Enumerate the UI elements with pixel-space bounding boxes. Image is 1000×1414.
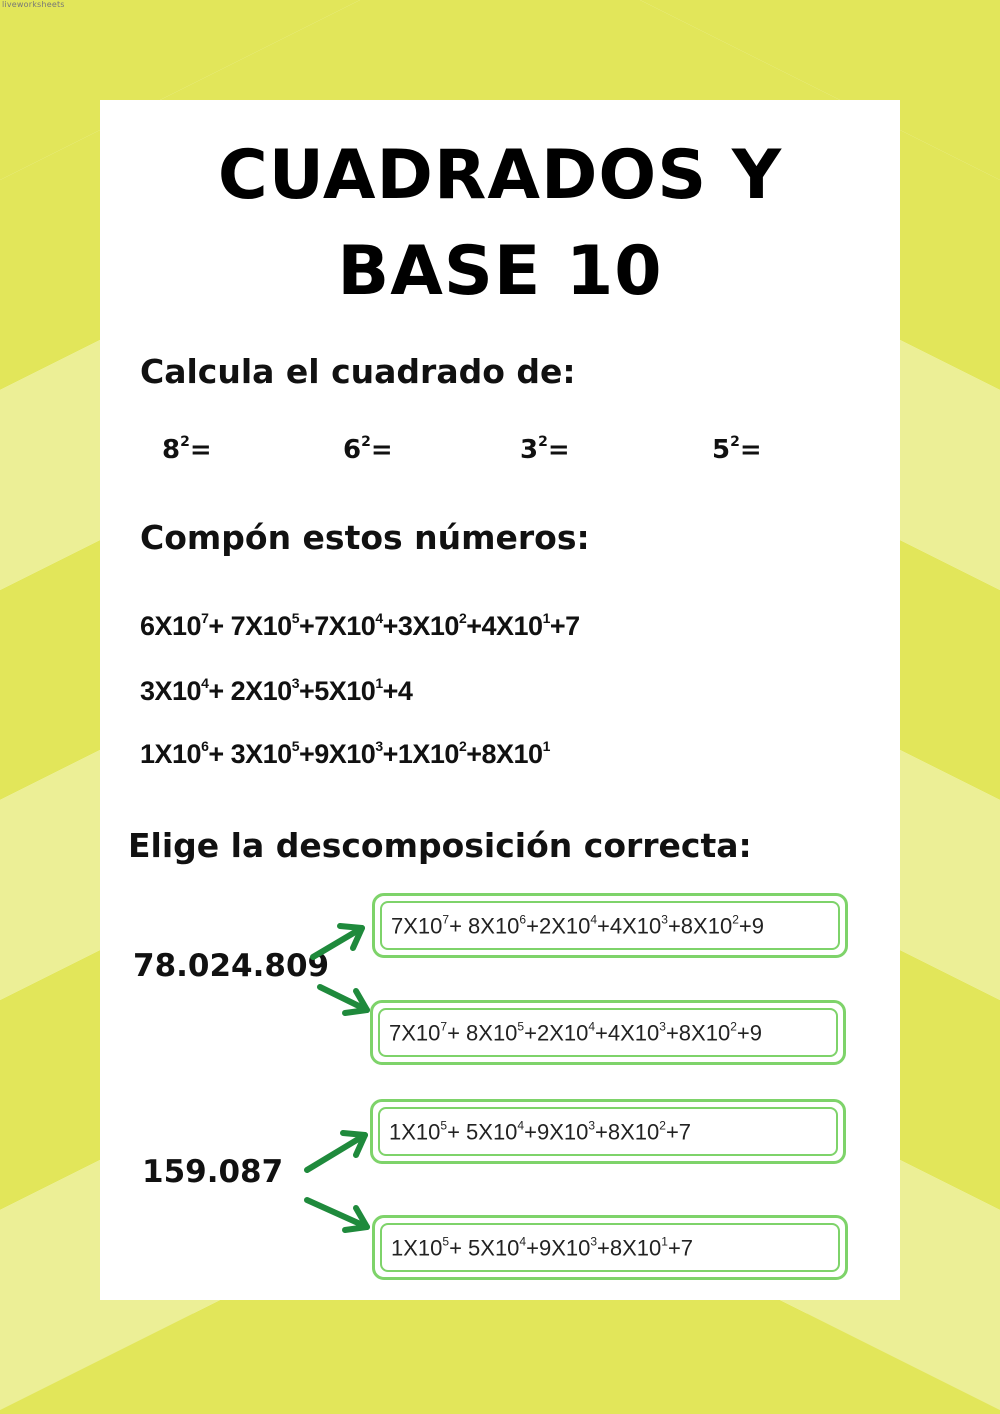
expression-exponent: 3 xyxy=(590,1234,598,1248)
expression-exponent: 3 xyxy=(659,1019,666,1033)
expression-exponent: 3 xyxy=(375,738,383,754)
expression-term: +2X10 xyxy=(526,913,591,938)
expression-exponent: 1 xyxy=(542,738,550,754)
expression-exponent: 3 xyxy=(588,1118,596,1132)
option-text xyxy=(389,1118,691,1145)
expression-exponent: 1 xyxy=(661,1234,668,1248)
square-item xyxy=(343,434,393,465)
equals-sign: = xyxy=(189,435,212,465)
watermark-text: liveworksheets xyxy=(2,0,65,9)
expression-term: +4X10 xyxy=(595,1020,660,1045)
title-line-1: CUADRADOS Y xyxy=(217,136,783,215)
expression-term: 1X10 xyxy=(391,1235,443,1260)
expression-term: + 7X10 xyxy=(208,611,292,641)
expression-exponent: 4 xyxy=(201,675,209,691)
expression-exponent: 2 xyxy=(659,1118,666,1132)
square-base: 8 xyxy=(162,435,181,465)
expression-term: +9X10 xyxy=(526,1235,591,1260)
square-exponent: 2 xyxy=(180,434,190,450)
expression-exponent: 2 xyxy=(458,610,467,626)
expression-term: 3X10 xyxy=(140,676,202,706)
expression-term: 7X10 xyxy=(389,1020,441,1045)
expression-exponent: 5 xyxy=(291,738,299,754)
expression-exponent: 7 xyxy=(201,610,209,626)
expression-term: +1X10 xyxy=(382,739,459,769)
expression-term: + 8X10 xyxy=(449,913,520,938)
compose-expression xyxy=(140,610,580,642)
section-heading-squares: Calcula el cuadrado de: xyxy=(140,352,576,391)
square-base: 3 xyxy=(520,435,539,465)
expression-term: + 8X10 xyxy=(447,1020,518,1045)
square-exponent: 2 xyxy=(730,434,740,450)
expression-exponent: 4 xyxy=(588,1019,596,1033)
expression-term: +7 xyxy=(665,1119,692,1144)
expression-exponent: 4 xyxy=(375,610,383,626)
option-text xyxy=(391,912,764,939)
option-text xyxy=(391,1234,693,1261)
expression-term: +9X10 xyxy=(524,1119,589,1144)
expression-term: +7 xyxy=(667,1235,694,1260)
square-item xyxy=(520,434,570,465)
expression-term: + 3X10 xyxy=(208,739,292,769)
title-line-2: BASE 10 xyxy=(337,232,663,311)
expression-exponent: 3 xyxy=(661,912,668,926)
expression-exponent: 6 xyxy=(201,738,209,754)
expression-exponent: 2 xyxy=(730,1019,737,1033)
expression-exponent: 4 xyxy=(517,1118,525,1132)
expression-term: +8X10 xyxy=(667,913,733,938)
expression-exponent: 4 xyxy=(519,1234,527,1248)
expression-exponent: 5 xyxy=(440,1118,448,1132)
equals-sign: = xyxy=(370,435,393,465)
page-title xyxy=(100,128,900,320)
expression-term: + 2X10 xyxy=(208,676,292,706)
expression-exponent: 2 xyxy=(458,738,467,754)
decomposition-option[interactable] xyxy=(372,1215,848,1280)
expression-exponent: 4 xyxy=(590,912,598,926)
expression-term: +4 xyxy=(382,676,413,706)
expression-exponent: 5 xyxy=(517,1019,525,1033)
square-item xyxy=(162,434,212,465)
compose-expression xyxy=(140,738,550,770)
square-base: 5 xyxy=(712,435,731,465)
expression-term: 1X10 xyxy=(140,739,202,769)
expression-exponent: 7 xyxy=(440,1019,448,1033)
expression-exponent: 3 xyxy=(291,675,299,691)
number-to-decompose: 78.024.809 xyxy=(133,948,330,984)
expression-exponent: 1 xyxy=(542,610,550,626)
expression-exponent: 5 xyxy=(291,610,299,626)
expression-term: +8X10 xyxy=(466,739,543,769)
expression-term: +3X10 xyxy=(382,611,459,641)
expression-term: +5X10 xyxy=(298,676,376,706)
expression-exponent: 7 xyxy=(442,912,450,926)
square-exponent: 2 xyxy=(361,434,371,450)
expression-exponent: 2 xyxy=(732,912,739,926)
expression-term: +9 xyxy=(736,1020,762,1045)
square-exponent: 2 xyxy=(538,434,548,450)
expression-term: +4X10 xyxy=(597,913,662,938)
expression-term: +8X10 xyxy=(595,1119,660,1144)
decomposition-option[interactable] xyxy=(372,893,848,958)
decomposition-option[interactable] xyxy=(370,1099,846,1164)
expression-term: 1X10 xyxy=(389,1119,441,1144)
expression-term: 7X10 xyxy=(391,913,443,938)
expression-term: +7 xyxy=(549,611,580,641)
number-to-decompose: 159.087 xyxy=(142,1154,284,1190)
compose-expression xyxy=(140,675,412,707)
section-heading-decompose: Elige la descomposición correcta: xyxy=(128,826,752,865)
square-base: 6 xyxy=(343,435,362,465)
expression-term: + 5X10 xyxy=(449,1235,520,1260)
expression-term: +9X10 xyxy=(298,739,376,769)
expression-term: + 5X10 xyxy=(447,1119,518,1144)
expression-term: 6X10 xyxy=(140,611,202,641)
equals-sign: = xyxy=(739,435,762,465)
square-item xyxy=(712,434,762,465)
expression-term: +2X10 xyxy=(524,1020,589,1045)
expression-exponent: 1 xyxy=(375,675,383,691)
expression-exponent: 5 xyxy=(442,1234,450,1248)
expression-term: +8X10 xyxy=(597,1235,662,1260)
expression-term: +9 xyxy=(738,913,764,938)
expression-term: +7X10 xyxy=(298,611,376,641)
section-heading-compose: Compón estos números: xyxy=(140,518,590,557)
expression-term: +8X10 xyxy=(665,1020,731,1045)
expression-exponent: 6 xyxy=(519,912,527,926)
expression-term: +4X10 xyxy=(466,611,543,641)
equals-sign: = xyxy=(547,435,570,465)
decomposition-option[interactable] xyxy=(370,1000,846,1065)
option-text xyxy=(389,1019,762,1046)
